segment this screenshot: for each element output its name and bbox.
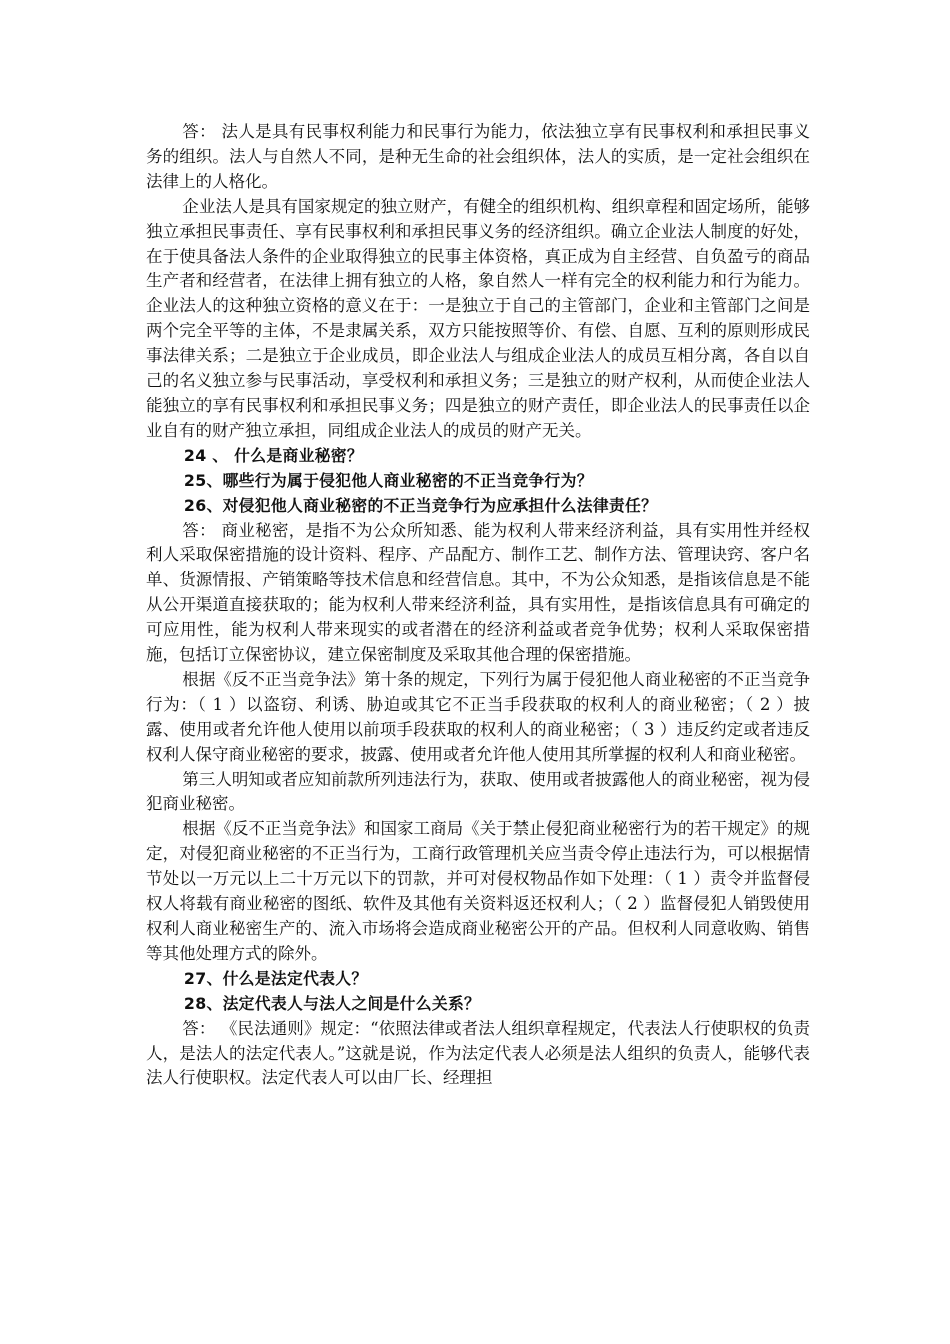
answer-paragraph-trade-secret: 答： 商业秘密，是指不为公众所知悉、能为权利人带来经济利益，具有实用性并经权利人采取保密措施的设计资料、程序、产品配方、制作工艺、制作方法、管理诀窍、客户名单、货源情报、产销策略等技术信息和经营信息。其中，不为公众知悉，是指该信息是不能从公开渠道直接获取的；能为权利人带来经济利益，具有实用性，是指该信息具有可确定的可应用性，能为权利人带来现实的或者潜在的经济利益或者竞争优势；权利人采取保密措施，包括订立保密协议，建立保密制度及采取其他合理的保密措施。 xyxy=(146,520,810,665)
question-25-heading: 25、哪些行为属于侵犯他人商业秘密的不正当竞争行为？ xyxy=(183,470,593,490)
paragraph-third-party: 第三人明知或者应知前款所列违法行为，获取、使用或者披露他人的商业秘密，视为侵犯商业秘密。 xyxy=(146,769,810,814)
document-body xyxy=(146,120,810,1091)
paragraph-legal-liability: 根据《反不正当竞争法》和国家工商局《关于禁止侵犯商业秘密行为的若干规定》的规定，对侵犯商业秘密的不正当行为，工商行政管理机关应当责令停止违法行为，可以根据情节处以一万元以上二十万元以下的罚款，并可对侵权物品作如下处理：（ 1 ）责令并监督侵权人将载有商业秘密的图纸、软件及其他有关资料返还权利人；（ 2 ）监督侵犯人销毁使用权利人商业秘密生产的、流入市场将会造成商业秘密公开的产品。但权利人同意收购、销售等其他处理方式的除外。 xyxy=(146,819,810,963)
question-27-heading: 27、什么是法定代表人？ xyxy=(183,968,368,988)
question-24-heading: 24 、 什么是商业秘密？ xyxy=(183,445,363,465)
question-28-heading: 28、法定代表人与法人之间是什么关系？ xyxy=(183,993,481,1013)
answer-paragraph-legal-representative: 答： 《民法通则》规定：“依照法律或者法人组织章程规定，代表法人行使职权的负责人，是法人的法定代表人。”这就是说，作为法定代表人必须是法人组织的负责人，能够代表法人行使职权。法定代表人可以由厂长、经理担 xyxy=(146,1018,810,1088)
answer-paragraph-legal-person: 答： 法人是具有民事权利能力和民事行为能力，依法独立享有民事权利和承担民事义务的组织。法人与自然人不同，是种无生命的社会组织体，法人的实质，是一定社会组织在法律上的人格化。 xyxy=(146,122,810,191)
question-26-heading: 26、对侵犯他人商业秘密的不正当竞争行为应承担什么法律责任？ xyxy=(183,495,658,515)
paragraph-enterprise-legal-person: 企业法人是具有国家规定的独立财产，有健全的组织机构、组织章程和固定场所，能够独立承担民事责任、享有民事权利和承担民事义务的经济组织。确立企业法人制度的好处，在于使具备法人条件的企业取得独立的民事主体资格，真正成为自主经营、自负盈亏的商品生产者和经营者，在法律上拥有独立的人格，象自然人一样有完全的权利能力和行为能力。企业法人的这种独立资格的意义在于：一是独立于自己的主管部门，企业和主管部门之间是两个完全平等的主体，不是隶属关系，双方只能按照等价、有偿、自愿、互利的原则形成民事法律关系；二是独立于企业成员，即企业法人与组成企业法人的成员互相分离，各自以自己的名义独立参与民事活动，享受权利和承担义务；三是独立的财产权利，从而使企业法人能独立的享有民事权利和承担民事义务；四是独立的财产责任，即企业法人的民事责任以企业自有的财产独立承担，同组成企业法人的成员的财产无关。 xyxy=(146,196,810,440)
paragraph-article-ten: 根据《反不正当竞争法》第十条的规定，下列行为属于侵犯他人商业秘密的不正当竞争行为：（ 1 ）以盗窃、利诱、胁迫或其它不正当手段获取的权利人的商业秘密；（ 2 ）披露、使用或者允许他人使用以前项手段获取的权利人的商业秘密；（ 3 ）违反约定或者违反权利人保守商业秘密的要求，披露、使用或者允许他人使用其所掌握的权利人和商业秘密。 xyxy=(146,669,810,764)
